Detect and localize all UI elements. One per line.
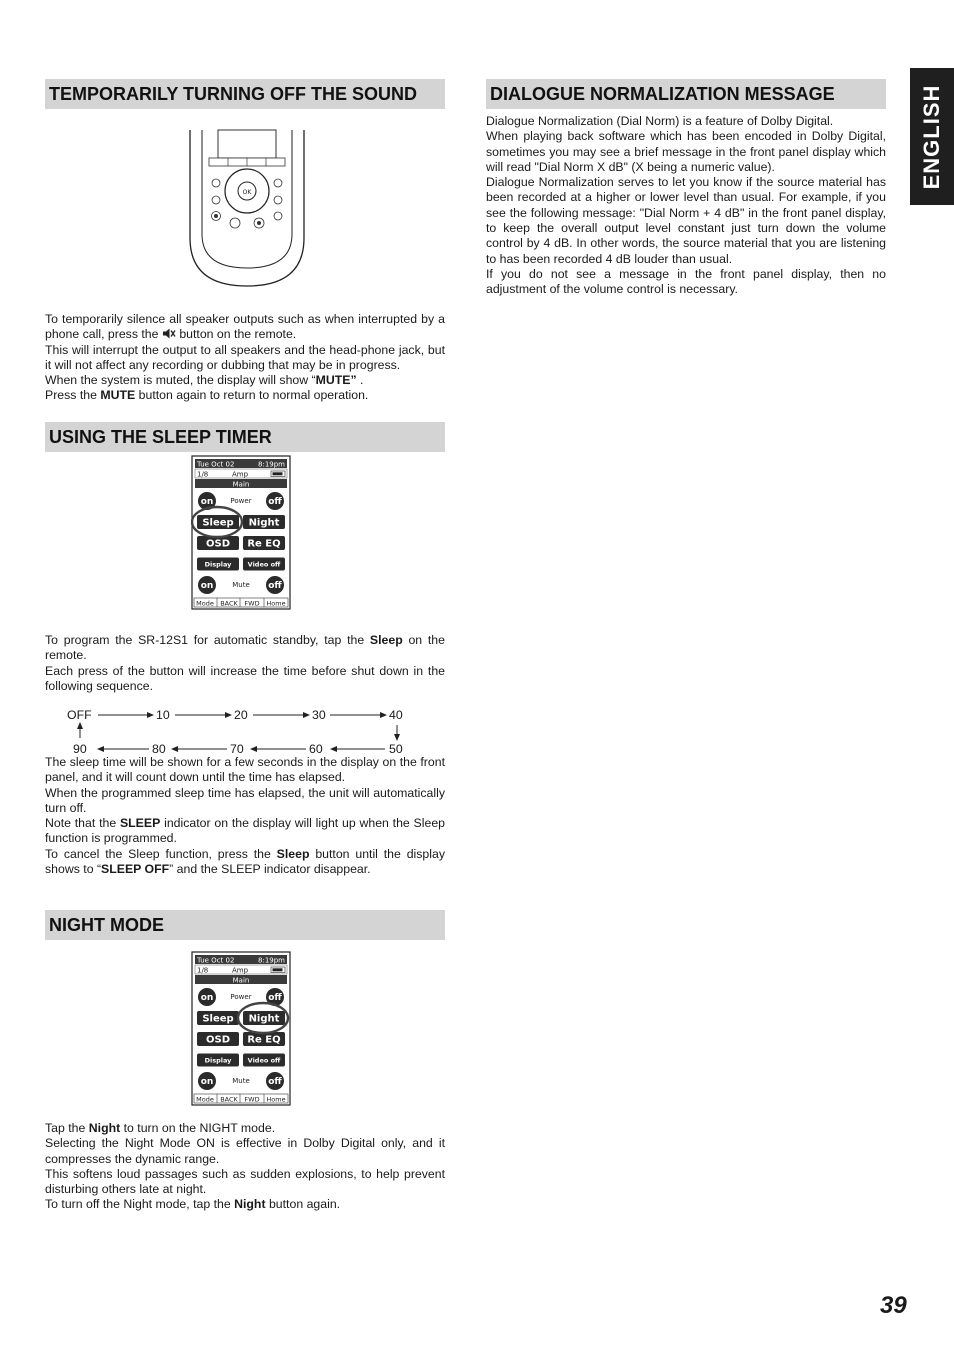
sleep-button-label: Sleep — [202, 517, 234, 529]
dialnorm-text-1: Dialogue Normalization (Dial Norm) is a feature of Dolby Digital. — [486, 114, 834, 128]
touch-screen-sleep-illustration — [191, 455, 291, 610]
power-label: Power — [230, 497, 252, 505]
night-instructions — [45, 1121, 445, 1213]
night-text-1c: to turn on the NIGHT mode. — [120, 1121, 276, 1135]
mute-text-2: This will interrupt the output to all speakers and the head-phone jack, but it will not affect any recording or dubbing that may be in progress. — [45, 342, 445, 372]
screen-page: 1/8 — [197, 470, 209, 479]
seq-50: 50 — [389, 742, 403, 756]
sleep-text-6a: To cancel the Sleep function, press the — [45, 846, 277, 861]
sleep-text-6d: SLEEP OFF — [101, 862, 170, 877]
language-tab — [910, 68, 954, 205]
osd-button-label: OSD — [205, 1034, 231, 1046]
nav-fwd-label: FWD — [244, 599, 260, 608]
mute-text-4c: button again to return to normal operation. — [135, 388, 369, 403]
seq-20: 20 — [234, 708, 248, 722]
seq-40: 40 — [389, 708, 403, 722]
sleep-text-5c: indicator on the display will light up when the Sleep function is programmed. — [45, 816, 445, 846]
mute-icon — [162, 328, 176, 339]
remote-ok-label: OK — [242, 189, 252, 196]
sleep-text-5b: SLEEP — [119, 816, 161, 831]
sleep-text-1a: To program the SR-12S1 for automatic standby, tap the — [45, 633, 370, 647]
seq-10: 10 — [156, 708, 170, 722]
night-text-3: This softens loud passages such as sudden explosions, to help prevent disturbing others late at night. — [45, 1166, 445, 1197]
power-off-button-label: off — [268, 993, 282, 1003]
screen-zone: Main — [232, 480, 250, 489]
mute-text-3c: . — [356, 373, 364, 388]
sleep-text-6b: Sleep — [276, 846, 310, 861]
dialnorm-text-2: When playing back software which has been encoded in Dolby Digital, sometimes you may see a brief message in the front panel display which will read "Dial Norm X dB" (X being a numeric value). — [486, 129, 886, 174]
mute-text-1b: button on the remote. — [179, 327, 297, 342]
battery-level — [273, 968, 283, 971]
dialnorm-text-3: Dialogue Normalization serves to let you know if the source material has been recorded at a higher or lower level than usual. For example, if you see the following message: "Dial Norm + 4 dB" in the front panel display, to keep the overall output level constant just turn down the volume control by 4 dB. In other words, the source material that you are listening to has been recorded 4 dB louder than usual. — [486, 175, 886, 266]
screen-page: 1/8 — [197, 966, 209, 975]
mute-off-button-label: off — [268, 581, 282, 591]
mute-text-3b: MUTE” — [315, 373, 357, 388]
display-button-label: Display — [204, 560, 232, 569]
power-on-button-label: on — [200, 497, 214, 507]
seq-80: 80 — [152, 742, 166, 756]
nav-back-label: BACK — [220, 1095, 238, 1104]
night-text-4c: button again. — [265, 1197, 341, 1212]
nav-home-label: Home — [266, 599, 286, 608]
night-button-label: Night — [248, 1013, 280, 1025]
seq-70: 70 — [230, 742, 244, 756]
nav-home-label: Home — [266, 1095, 286, 1104]
battery-level — [273, 472, 283, 475]
sleep-text-2: Each press of the button will increase the time before shut down in the following sequence. — [45, 663, 445, 693]
reeq-button-label: Re EQ — [247, 538, 281, 550]
mute-on-button-label: on — [200, 581, 214, 591]
sleep-text-1b: Sleep — [369, 633, 403, 647]
night-button-label: Night — [248, 517, 280, 529]
remote-control-illustration — [185, 128, 309, 288]
sequence-arrows — [60, 706, 420, 758]
screen-time: 8:19pm — [258, 460, 285, 469]
power-on-button-label: on — [200, 993, 214, 1003]
video-off-button-label: Video off — [247, 1056, 281, 1065]
display-button-label: Display — [204, 1056, 232, 1065]
screen-date: Tue Oct 02 — [197, 956, 235, 965]
screen-device: Amp — [231, 470, 249, 479]
night-text-1b: Night — [88, 1121, 121, 1135]
seq-30: 30 — [312, 708, 326, 722]
touch-screen-night-illustration — [191, 951, 291, 1106]
screen-zone: Main — [232, 976, 250, 985]
sleep-text-1c: on the remote. — [45, 633, 445, 663]
video-off-button-label: Video off — [247, 560, 281, 569]
sleep-instructions-2 — [45, 755, 445, 877]
mute-off-button-label: off — [268, 1077, 282, 1087]
seq-60: 60 — [309, 742, 323, 756]
osd-button-label: OSD — [205, 538, 231, 550]
dialnorm-text — [486, 114, 886, 298]
seq-off: OFF — [67, 708, 92, 722]
nav-mode-label: Mode — [196, 1095, 214, 1104]
sleep-text-4: When the programmed sleep time has elapsed, the unit will automatically turn off. — [45, 785, 445, 815]
sleep-heading: USING THE SLEEP TIMER — [45, 422, 445, 452]
nav-back-label: BACK — [220, 599, 238, 608]
night-text-2: Selecting the Night Mode ON is effective in Dolby Digital only, and it compresses the dynamic range. — [45, 1136, 445, 1166]
sleep-text-6c: button until the display shows to “ — [45, 846, 445, 877]
sleep-text-6e: ” and the SLEEP indicator disappear. — [169, 862, 371, 877]
sleep-instructions-1 — [45, 633, 445, 694]
night-heading: NIGHT MODE — [45, 910, 445, 940]
sleep-text-5a: Note that the — [45, 816, 120, 831]
screen-device: Amp — [231, 966, 249, 975]
mute-label: Mute — [232, 1077, 250, 1085]
mute-text-1a: To temporarily silence all speaker outputs such as when interrupted by a phone call, press the — [45, 312, 445, 342]
mute-on-button-label: on — [200, 1077, 214, 1087]
mute-text-4a: Press the — [45, 388, 101, 403]
night-text-1a: Tap the — [45, 1121, 89, 1135]
nav-fwd-label: FWD — [244, 1095, 260, 1104]
page-number: 39 — [880, 1292, 907, 1319]
dialnorm-text-4: If you do not see a message in the front panel display, then no adjustment of the volume control is necessary. — [486, 266, 886, 297]
mute-text-3a: When the system is muted, the display will show “ — [45, 373, 316, 388]
mute-text-4b: MUTE — [100, 388, 136, 403]
sleep-button-label: Sleep — [202, 1013, 234, 1025]
night-text-4b: Night — [234, 1197, 266, 1212]
nav-mode-label: Mode — [196, 599, 214, 608]
power-label: Power — [230, 993, 252, 1001]
reeq-button-label: Re EQ — [247, 1034, 281, 1046]
mute-instructions — [45, 312, 445, 404]
dialnorm-heading: DIALOGUE NORMALIZATION MESSAGE — [486, 79, 886, 109]
mute-label: Mute — [232, 581, 250, 589]
seq-90: 90 — [73, 742, 87, 756]
night-text-4a: To turn off the Night mode, tap the — [45, 1197, 235, 1212]
sleep-text-3: The sleep time will be shown for a few seconds in the display on the front panel, and it will count down until the time has elapsed. — [45, 755, 445, 785]
power-off-button-label: off — [268, 497, 282, 507]
mute-heading: TEMPORARILY TURNING OFF THE SOUND — [45, 79, 445, 109]
screen-date: Tue Oct 02 — [197, 460, 235, 469]
language-tab-label: ENGLISH — [919, 84, 944, 189]
screen-time: 8:19pm — [258, 956, 285, 965]
